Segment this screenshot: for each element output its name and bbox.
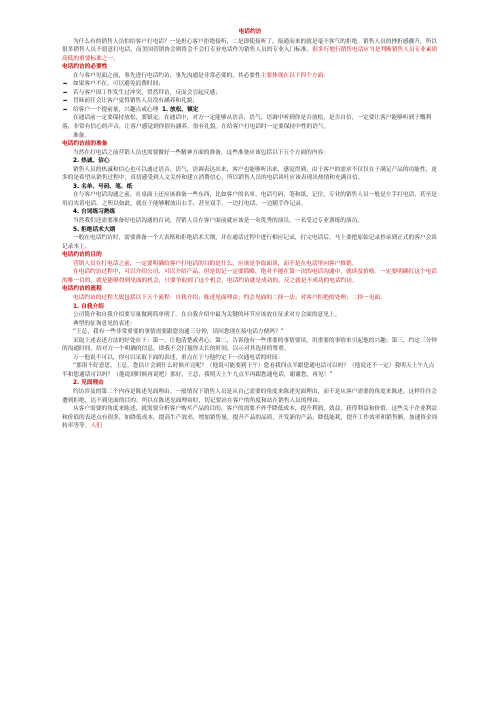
subheading-rejection-outline: 5. 拒绝话术大纲: [73, 226, 116, 233]
list-item-text: 冒昧前往会让客户觉得销售人员没有涵养和礼貌；: [73, 98, 199, 105]
example-label: 典型的征询意见的表述：: [73, 320, 136, 327]
arrow-bullet-icon: ➡: [63, 106, 68, 113]
preparation-intro: 当然在打电话之前营销人员也需要做好一些精神方面的准备，这些准备应该包括以下五个方面的内容：: [73, 149, 329, 156]
section-heading-necessity: 电话约访的必要性: [62, 64, 108, 71]
arrow-bullet-icon: ➡: [63, 81, 68, 88]
example-quote: “王总，我有一些非常重要的事情需要跟您沟通三分钟，请问您现在接电话方便吗？”: [73, 329, 284, 336]
subheading-enthusiasm: 2. 热诚、信心: [73, 158, 110, 165]
intro-red-text: 很多行地行销售电话应当是判断销售人员专业素质高低的重要标准之一。: [62, 47, 438, 62]
necessity-paragraph: [62, 72, 438, 81]
document-title: 电话约访: [238, 29, 262, 35]
relax-paragraph: 在通话前一定要保持放松，要镇定。在通话中，对方一定能够从语音、语气、语调中听到你是否放松，是否自信，一定要让客户能够听到于慨利落，非常有信心的声音，让客户感觉到你很有涵养，很有礼貌。在给客户打电话时一定要保持中性的语气。: [62, 115, 432, 131]
arrow-bullet-icon: ➡: [63, 89, 68, 96]
subheading-script-practice: 4. 台词练习熟练: [73, 209, 116, 216]
subheading-self-intro: 1. 自我介绍: [73, 303, 104, 310]
list-item: [62, 97, 438, 106]
customer-needs-text: 从客户需要的角度来陈述，就需要分析客户购买产品的目的，客户的需要不外乎降低成本，提升利润，效益，获得利益和价值。这些关于企业利益和价值的表述点有很多，如降低成本，提高生产效率，增加销售量，提升产品的品质，开发新的产品，降低能耗，提升工作效率和销售额，加速资金周转率等等。: [62, 406, 438, 430]
arrow-bullet-icon: ➡: [63, 98, 68, 105]
list-item: [62, 106, 438, 115]
intro-text: 为什么有的销售人员怕给客户打电话？一是担心客户拒绝接听，二是即使接听了，接通而来的就是毫不客气的拒绝。销售人员的挫折感骤升，所以很多销售人员不愿意打电话，而美国营销协会则将会不会打专业电话作为销售人员的专业入门标准。: [62, 38, 437, 54]
materials-paragraph: 在与客户电话沟通之前，在桌面上还应该准备一些东西，比如客户的名单、电话号码、笔和纸、记住，专业的销售人员一般是左手打电话，甚至是用肩夹着电话。之所以如此，就在于能够解放出右手，甚至双手，一边打电话、一边随手作记录。: [62, 192, 437, 207]
customer-needs-paragraph: [62, 405, 438, 431]
section-heading-preparation: 电话约访前的准备: [62, 141, 108, 148]
section-heading-process: 电话约访的流程: [62, 286, 102, 293]
self-intro-paragraph: 公司简介和自我介绍要尽量做到简单明了。在自我介绍中最为关键的环节应该放在征求对方会面的意见上。: [73, 312, 341, 319]
section-heading-purpose: 电话约访的目的: [62, 252, 102, 259]
process-summary: 电话约访的过程大致包括以下五个流程：自我介绍；陈述见面理由；约会见面的二择一法；对客户拒绝的处理；二择一见面。: [73, 294, 386, 301]
meeting-reason-paragraph: 约访涉及的第二个内容是陈述见面理由。一般情况下销售人员是从自己需要的角度来陈述见面理由，而不是从客户需要的角度来陈述，这样往往会遭到拒绝，达不到见面的目的。所以在陈述见面理由时，切记要站在客户的角度和站在销售人员的理由。: [62, 388, 437, 404]
enthusiasm-paragraph: 销售人员的热诚和信心也可以通过语音、语气、语调表达出来，客户也能够听出来，感觉得到。由于客户的需求不仅仅在于满足产品的功能性，更多的是希望从销售过程中，真切感受到人文关怀和建立消费信心，所以销售人员的电话谈吐应该表现出热情和充满自信。: [62, 166, 437, 182]
list-item-text: 如果客户不在，可以避免浪费时间；: [73, 81, 164, 88]
list-item-text: 若与客户因工作发生过冲突，贸然拜访，反而会引起反感；: [73, 89, 221, 96]
rejection-outline-paragraph: 一般在电话约访时，需要准备一个大表格和拒绝话术大纲，并在通话过程中进行相应记录，打完电话后，马上要把原始记录抄录到正式的客户会谈记录本上。: [62, 235, 437, 250]
customer-needs-red-text: 人们: [90, 423, 102, 430]
list-item: [62, 89, 438, 98]
fallback-dialogue: “那很不好意思，王总，您估计会到什么时候开完呢？（他说可能要到下午）您看我四点半跟您通电话可以吗？（他说还不一定）我明天上午九点半和您通话可以吗？（他说到时候再说吧）那好，王总，我明天上午九点半再跟您通电话，谢谢您，再见！”: [62, 363, 435, 378]
list-item: [62, 80, 438, 89]
necessity-text: 在与客户见面之前，事先进行电话约访，事先沟通是非常必要的，其必要性: [73, 72, 261, 79]
inline-subheading-relax: 1. 放松、镇定: [161, 106, 199, 113]
fallback-paragraph: 万一他说不可以，你可以采取下面的表述，重点在于与他约定下一次通电话的时间：: [73, 354, 284, 361]
subheading-materials: 3. 名单、号码、笔、纸: [73, 183, 133, 190]
document-body: [62, 28, 438, 431]
list-item-text: 给客户一个提前量，兴趣点或心理: [73, 106, 159, 113]
intro-paragraph: [62, 38, 438, 64]
necessity-red-text: 主要体现在以下四个方面：: [260, 72, 329, 79]
prepare-line: 准备。: [73, 132, 91, 139]
example-benefits-paragraph: 采取上述表述方法的好处在于：第一，让他清楚或者心；第二，告诉他有一些重要的事情要谈，用重要的事情来引起他的兴趣；第三，约定三分钟的沟通时间，给对方一个明确的信息，即我不会打搅你太长的时间，以示对其选择的尊重。: [62, 337, 437, 353]
purpose-paragraph-2: 在电话约访过程中，可以介绍公司，可以介绍产品，但是切记一定要简略，绝对不能在第一次的电话沟通中，就谈及价格。一定要明确打这个电话的唯一目的，就是能够得到见面的机会，只要争取到了这个机会，电话约访就是成功的，反之就是不成功的电话约访。: [62, 269, 437, 284]
purpose-paragraph-1: 营销人员在打电话之前，一定要明确给客户打电话的目的是什么，应该是争取面谈，而不是在电话里向客户推销。: [73, 260, 358, 267]
script-practice-paragraph: 当然我们还需要准备好电话沟通的台词，营销人员在客户面前就应该是一名优秀的演员，一名受过专业训练的演员。: [73, 218, 364, 225]
subheading-meeting-reason: 2. 见面理由: [73, 380, 104, 387]
